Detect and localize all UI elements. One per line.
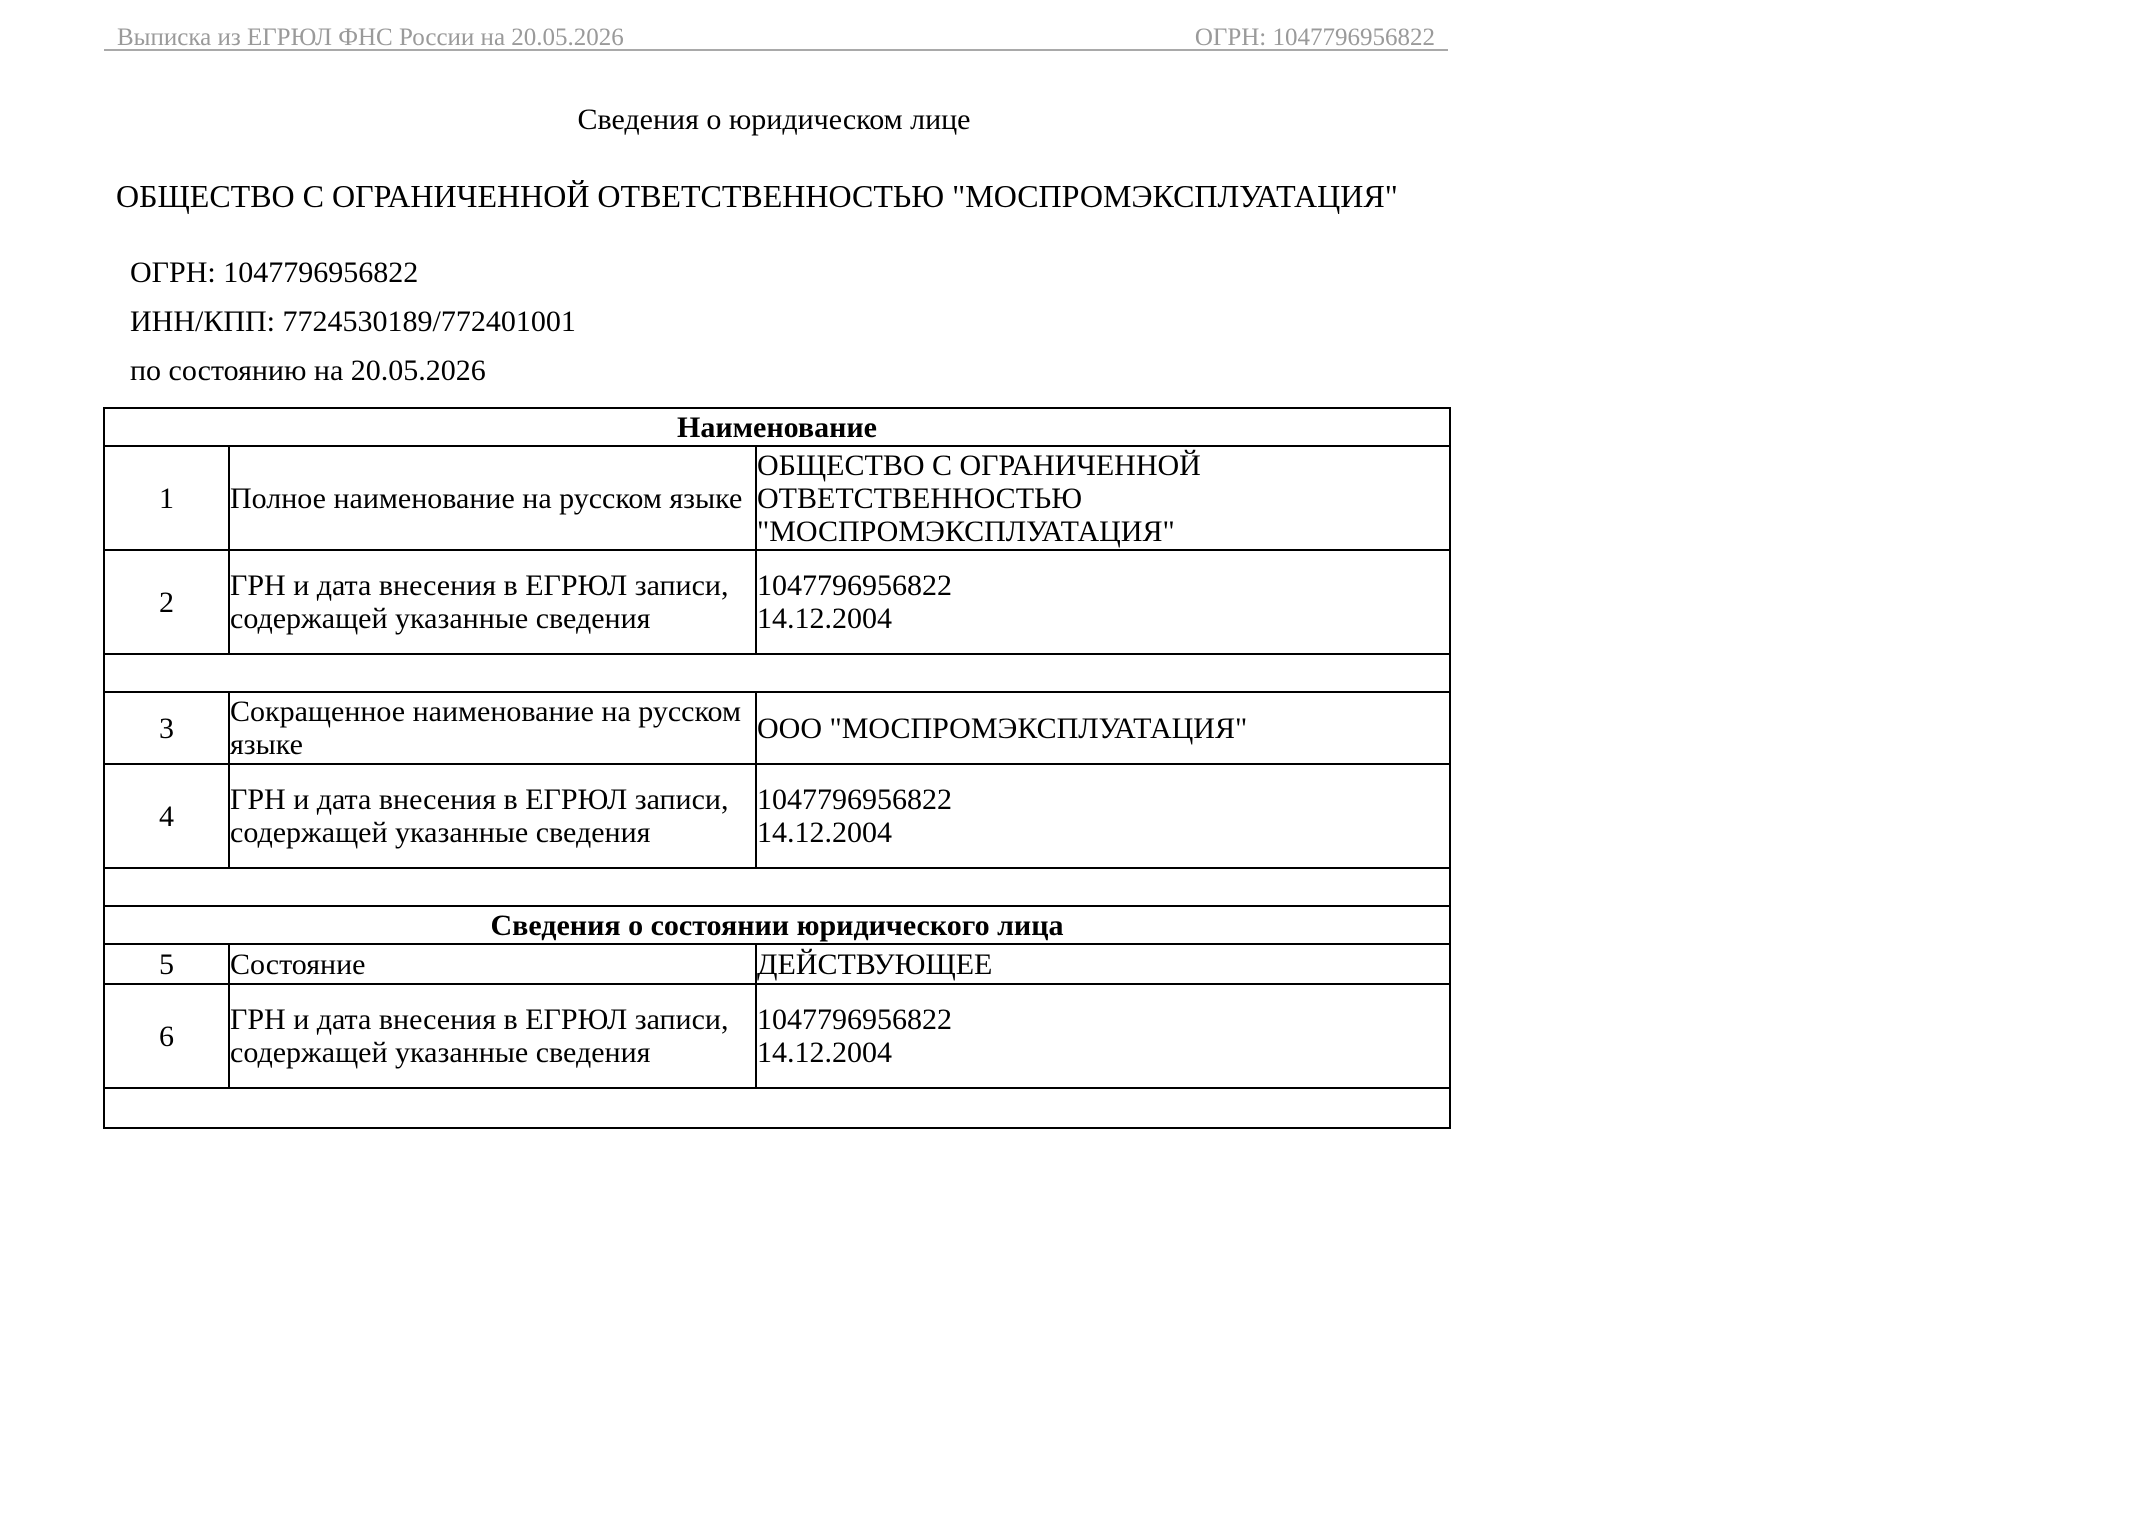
ogrn-line: ОГРН: 1047796956822 — [130, 256, 419, 289]
row-number: 5 — [104, 944, 229, 984]
value-line: 1047796956822 — [757, 783, 952, 816]
row-number: 3 — [104, 692, 229, 764]
spacer-cell — [104, 868, 1450, 906]
spacer-cell — [104, 654, 1450, 692]
spacer-row — [104, 654, 1450, 692]
section-header-row — [104, 408, 1450, 446]
row-value — [756, 944, 1450, 984]
value-line: 1047796956822 — [757, 1003, 952, 1036]
row-value — [756, 692, 1450, 764]
table-row — [104, 692, 1450, 764]
as-of-date-line: по состоянию на 20.05.2026 — [130, 354, 486, 387]
section-header-row — [104, 906, 1450, 944]
value-line: 1047796956822 — [757, 569, 952, 602]
row-label: ГРН и дата внесения в ЕГРЮЛ записи, содержащей указанные сведения — [229, 764, 756, 868]
row-value — [756, 984, 1450, 1088]
row-label: Сокращенное наименование на русском языке — [229, 692, 756, 764]
row-number: 4 — [104, 764, 229, 868]
row-value — [756, 550, 1450, 654]
section-title-name: Наименование — [104, 408, 1450, 446]
row-number: 1 — [104, 446, 229, 550]
document-heading: Сведения о юридическом лице — [577, 103, 971, 136]
row-label: Состояние — [229, 944, 756, 984]
header-extract-title: Выписка из ЕГРЮЛ ФНС России на 20.05.2026 — [117, 24, 624, 51]
value-line: ОБЩЕСТВО С ОГРАНИЧЕННОЙ — [757, 448, 1201, 482]
value-line: 14.12.2004 — [757, 1036, 892, 1069]
table-row — [104, 984, 1450, 1088]
value-line: ДЕЙСТВУЮЩЕЕ — [757, 947, 993, 981]
value-line: 14.12.2004 — [757, 816, 892, 849]
row-label: ГРН и дата внесения в ЕГРЮЛ записи, содержащей указанные сведения — [229, 550, 756, 654]
value-line: 14.12.2004 — [757, 602, 892, 635]
records-table — [103, 407, 1451, 1129]
value-line: ООО "МОСПРОМЭКСПЛУАТАЦИЯ" — [757, 711, 1248, 745]
row-value — [756, 446, 1450, 550]
table-row — [104, 764, 1450, 868]
value-line: "МОСПРОМЭКСПЛУАТАЦИЯ" — [757, 514, 1175, 548]
spacer-cell — [104, 1088, 1450, 1128]
running-header — [104, 20, 1448, 51]
organization-name: ОБЩЕСТВО С ОГРАНИЧЕННОЙ ОТВЕТСТВЕННОСТЬЮ "МОСПРОМЭКСПЛУАТАЦИЯ" — [116, 178, 1398, 214]
spacer-row — [104, 1088, 1450, 1128]
row-value — [756, 764, 1450, 868]
row-label: ГРН и дата внесения в ЕГРЮЛ записи, содержащей указанные сведения — [229, 984, 756, 1088]
row-number: 6 — [104, 984, 229, 1088]
section-title-status: Сведения о состоянии юридического лица — [104, 906, 1450, 944]
inn-kpp-line: ИНН/КПП: 7724530189/772401001 — [130, 305, 576, 338]
table-row — [104, 944, 1450, 984]
spacer-row — [104, 868, 1450, 906]
row-label: Полное наименование на русском языке — [229, 446, 756, 550]
table-row — [104, 446, 1450, 550]
header-ogrn: ОГРН: 1047796956822 — [1194, 24, 1435, 51]
table-row — [104, 550, 1450, 654]
row-number: 2 — [104, 550, 229, 654]
value-line: ОТВЕТСТВЕННОСТЬЮ — [757, 481, 1083, 515]
